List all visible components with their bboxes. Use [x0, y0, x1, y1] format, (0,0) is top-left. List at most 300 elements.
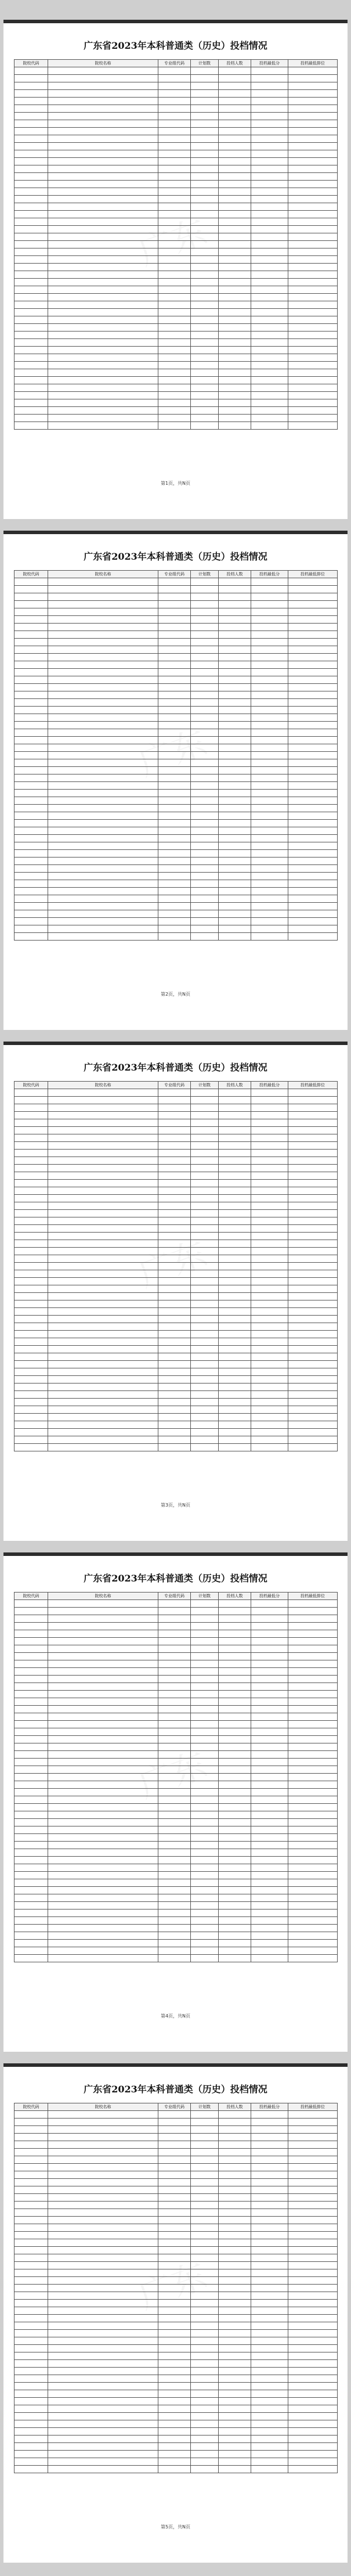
table-cell [251, 150, 288, 158]
table-cell [251, 2337, 288, 2345]
table-cell [288, 933, 338, 941]
table-cell [251, 2126, 288, 2134]
table-cell [48, 624, 158, 631]
table-row [15, 2202, 338, 2209]
table-cell [251, 203, 288, 211]
table-cell [15, 2360, 48, 2368]
table-cell [158, 1842, 191, 1849]
table-cell [251, 1300, 288, 1308]
table-cell [15, 1391, 48, 1399]
table-cell [288, 850, 338, 858]
table-cell [251, 654, 288, 661]
table-cell [251, 1361, 288, 1368]
table-cell [288, 384, 338, 392]
table-cell [251, 1338, 288, 1346]
table-cell [15, 211, 48, 218]
table-cell [158, 752, 191, 759]
table-row [15, 2277, 338, 2285]
table-cell [158, 2111, 191, 2119]
table-cell [219, 1414, 251, 1421]
table-cell [15, 248, 48, 256]
table-cell [251, 880, 288, 888]
table-cell [191, 888, 219, 895]
table-cell [288, 1676, 338, 1683]
table-cell [219, 865, 251, 873]
table-cell [191, 1255, 219, 1263]
table-cell [15, 895, 48, 903]
table-cell [48, 1615, 158, 1623]
table-row [15, 120, 338, 128]
table-cell [191, 1811, 219, 1819]
table-cell [48, 1240, 158, 1248]
table-cell [219, 1872, 251, 1879]
table-cell [288, 135, 338, 143]
table-row [15, 1894, 338, 1902]
table-cell [251, 1857, 288, 1864]
table-cell [219, 2420, 251, 2428]
table-cell [219, 669, 251, 676]
table-cell [288, 347, 338, 354]
table-cell [48, 422, 158, 430]
table-cell [288, 1857, 338, 1864]
table-cell [158, 578, 191, 586]
table-cell [15, 2292, 48, 2300]
table-cell [158, 354, 191, 362]
table-cell [191, 1414, 219, 1421]
table-cell [251, 90, 288, 98]
table-cell [251, 676, 288, 684]
table-cell [251, 233, 288, 241]
table-cell [15, 1638, 48, 1645]
table-row [15, 271, 338, 279]
table-cell [191, 2458, 219, 2466]
table-cell [15, 1210, 48, 1217]
table-cell [288, 113, 338, 120]
table-cell [251, 1165, 288, 1172]
table-cell [191, 1127, 219, 1134]
table-cell [288, 2269, 338, 2277]
table-cell [251, 805, 288, 812]
table-cell [251, 1210, 288, 1217]
table-cell [48, 2119, 158, 2126]
table-row [15, 128, 338, 135]
table-cell [251, 1940, 288, 1947]
table-cell [219, 1300, 251, 1308]
table-cell [15, 646, 48, 654]
table-cell [251, 2330, 288, 2337]
table-cell [48, 1195, 158, 1202]
table-cell [219, 2345, 251, 2352]
table-row [15, 729, 338, 737]
table-cell [251, 714, 288, 722]
table-cell [158, 2413, 191, 2420]
table-row [15, 669, 338, 676]
table-cell [251, 608, 288, 616]
table-cell [288, 1255, 338, 1263]
table-cell [191, 2186, 219, 2194]
table-cell [251, 1399, 288, 1406]
table-cell [219, 211, 251, 218]
table-cell [251, 646, 288, 654]
table-cell [191, 639, 219, 646]
table-cell [251, 1233, 288, 1240]
table-cell [48, 2413, 158, 2420]
table-cell [288, 256, 338, 264]
table-row [15, 1600, 338, 1608]
table-cell [48, 2443, 158, 2451]
table-cell [48, 1630, 158, 1638]
table-cell [158, 2254, 191, 2262]
table-cell [288, 1864, 338, 1872]
column-header: 投档人数 [219, 2103, 251, 2111]
table-cell [288, 2111, 338, 2119]
table-cell [48, 1910, 158, 1917]
table-cell [251, 586, 288, 593]
table-cell [191, 722, 219, 729]
table-cell [48, 586, 158, 593]
table-cell [158, 608, 191, 616]
table-cell [288, 1759, 338, 1766]
table-cell [251, 774, 288, 782]
table-row [15, 181, 338, 188]
table-cell [251, 2405, 288, 2413]
table-cell [15, 1097, 48, 1104]
table-cell [191, 399, 219, 407]
table-cell [219, 1444, 251, 1451]
table-cell [15, 1615, 48, 1623]
table-cell [288, 842, 338, 850]
table-cell [219, 1097, 251, 1104]
table-cell [158, 639, 191, 646]
table-cell [219, 1600, 251, 1608]
table-cell [251, 256, 288, 264]
table-cell [48, 2217, 158, 2224]
table-cell [48, 699, 158, 707]
table-cell [48, 1774, 158, 1781]
table-row [15, 1089, 338, 1097]
table-cell [158, 2119, 191, 2126]
table-cell [48, 2186, 158, 2194]
table-cell [15, 150, 48, 158]
table-cell [251, 1819, 288, 1826]
table-cell [288, 2171, 338, 2179]
table-cell [158, 2390, 191, 2398]
table-cell [219, 1134, 251, 1142]
table-cell [219, 1187, 251, 1195]
table-cell [219, 233, 251, 241]
table-cell [219, 1195, 251, 1202]
table-cell [219, 2398, 251, 2405]
table-cell [288, 2186, 338, 2194]
table-row [15, 827, 338, 835]
table-cell [191, 339, 219, 347]
table-cell [15, 624, 48, 631]
table-cell [15, 286, 48, 294]
table-cell [288, 1195, 338, 1202]
table-cell [48, 1623, 158, 1630]
table-cell [219, 1811, 251, 1819]
table-cell [288, 158, 338, 165]
table-cell [48, 669, 158, 676]
table-cell [48, 362, 158, 369]
table-cell [288, 2134, 338, 2141]
table-cell [251, 1263, 288, 1270]
table-row [15, 2315, 338, 2322]
table-cell [191, 2352, 219, 2360]
table-cell [158, 601, 191, 608]
table-cell [191, 1864, 219, 1872]
table-row [15, 135, 338, 143]
table-cell [288, 820, 338, 827]
table-row [15, 150, 338, 158]
table-cell [191, 1157, 219, 1165]
table-row [15, 2186, 338, 2194]
table-cell [288, 1399, 338, 1406]
table-cell [48, 1285, 158, 1293]
table-cell [219, 1728, 251, 1736]
table-cell [251, 1789, 288, 1796]
table-row [15, 196, 338, 203]
table-cell [191, 2337, 219, 2345]
table-cell [288, 729, 338, 737]
table-cell [191, 2322, 219, 2330]
table-cell [158, 332, 191, 339]
table-cell [219, 858, 251, 865]
table-cell [48, 1127, 158, 1134]
table-cell [48, 578, 158, 586]
table-cell [251, 2451, 288, 2458]
table-cell [191, 1751, 219, 1759]
table-cell [15, 2428, 48, 2436]
table-cell [288, 264, 338, 271]
table-cell [219, 1743, 251, 1751]
table-cell [219, 684, 251, 691]
table-cell [251, 895, 288, 903]
table-cell [15, 767, 48, 774]
table-row [15, 2458, 338, 2466]
table-cell [15, 2383, 48, 2390]
table-cell [158, 827, 191, 835]
table-cell [219, 1421, 251, 1429]
table-cell [48, 203, 158, 211]
table-row [15, 1368, 338, 1376]
table-row [15, 362, 338, 369]
table-cell [158, 1728, 191, 1736]
table-cell [251, 2179, 288, 2186]
table-cell [191, 2202, 219, 2209]
table-cell [191, 1842, 219, 1849]
table-cell [48, 812, 158, 820]
table-cell [158, 1338, 191, 1346]
table-cell [288, 790, 338, 797]
table-row [15, 1142, 338, 1150]
table-cell [251, 143, 288, 150]
table-cell [48, 880, 158, 888]
table-cell [288, 316, 338, 324]
table-cell [158, 82, 191, 90]
table-cell [191, 1240, 219, 1248]
table-cell [219, 850, 251, 858]
table-cell [288, 399, 338, 407]
table-cell [191, 354, 219, 362]
table-row [15, 624, 338, 631]
table-row [15, 835, 338, 842]
table-cell [288, 1346, 338, 1353]
table-row [15, 1180, 338, 1187]
table-cell [219, 2111, 251, 2119]
table-cell [48, 2171, 158, 2179]
table-cell [15, 707, 48, 714]
admission-table [14, 570, 338, 941]
table-cell [48, 2352, 158, 2360]
table-cell [191, 1872, 219, 1879]
table-cell [158, 1097, 191, 1104]
table-cell [191, 903, 219, 910]
table-cell [48, 2262, 158, 2269]
table-cell [191, 1600, 219, 1608]
table-cell [158, 2315, 191, 2322]
column-header: 计划数 [191, 1593, 219, 1600]
table-cell [15, 135, 48, 143]
table-cell [251, 2285, 288, 2292]
table-cell [251, 2345, 288, 2352]
table-cell [158, 1150, 191, 1157]
table-cell [288, 1384, 338, 1391]
table-cell [288, 624, 338, 631]
table-cell [15, 1293, 48, 1300]
table-cell [158, 1608, 191, 1615]
table-cell [191, 1879, 219, 1887]
table-cell [48, 1376, 158, 1384]
table-cell [219, 593, 251, 601]
table-cell [288, 1849, 338, 1857]
table-cell [15, 1879, 48, 1887]
table-cell [251, 1834, 288, 1842]
table-cell [191, 1766, 219, 1774]
table-cell [48, 2232, 158, 2239]
column-header: 院校名称 [48, 1593, 158, 1600]
table-cell [288, 684, 338, 691]
table-cell [219, 2164, 251, 2171]
table-cell [251, 1172, 288, 1180]
table-cell [219, 1676, 251, 1683]
table-cell [15, 399, 48, 407]
table-cell [251, 933, 288, 941]
table-row [15, 1300, 338, 1308]
table-cell [251, 1278, 288, 1285]
table-cell [251, 2458, 288, 2466]
table-row [15, 1645, 338, 1653]
table-cell [158, 1826, 191, 1834]
table-cell [15, 1429, 48, 1436]
table-cell [158, 1713, 191, 1721]
table-cell [15, 1819, 48, 1826]
table-row [15, 1293, 338, 1300]
table-cell [288, 1630, 338, 1638]
table-cell [288, 1436, 338, 1444]
table-cell [48, 865, 158, 873]
table-cell [288, 1444, 338, 1451]
table-cell [219, 2383, 251, 2390]
table-cell [191, 1165, 219, 1172]
table-cell [219, 1826, 251, 1834]
table-cell [48, 654, 158, 661]
table-cell [288, 1804, 338, 1811]
table-cell [251, 827, 288, 835]
table-cell [191, 2405, 219, 2413]
table-cell [219, 1361, 251, 1368]
table-cell [158, 1630, 191, 1638]
table-cell [288, 354, 338, 362]
table-cell [15, 392, 48, 399]
table-cell [219, 113, 251, 120]
table-cell [191, 714, 219, 722]
table-row [15, 1660, 338, 1668]
table-cell [288, 2443, 338, 2451]
table-cell [251, 1316, 288, 1323]
table-cell [219, 1834, 251, 1842]
table-cell [288, 646, 338, 654]
table-cell [191, 256, 219, 264]
table-cell [191, 1615, 219, 1623]
table-cell [15, 377, 48, 384]
table-cell [15, 75, 48, 82]
table-row [15, 1429, 338, 1436]
table-cell [158, 1308, 191, 1316]
table-cell [251, 309, 288, 316]
table-row [15, 1713, 338, 1721]
table-cell [158, 2352, 191, 2360]
table-cell [158, 1172, 191, 1180]
table-cell [288, 1608, 338, 1615]
table-cell [251, 1766, 288, 1774]
table-cell [251, 1947, 288, 1955]
table-cell [158, 707, 191, 714]
table-cell [48, 1300, 158, 1308]
table-row [15, 895, 338, 903]
table-row [15, 2141, 338, 2149]
table-cell [219, 790, 251, 797]
table-cell [288, 805, 338, 812]
admission-table [14, 59, 338, 430]
table-cell [219, 1429, 251, 1436]
table-cell [15, 1630, 48, 1638]
table-cell [288, 188, 338, 196]
table-cell [15, 812, 48, 820]
table-cell [251, 1917, 288, 1925]
table-cell [191, 578, 219, 586]
table-cell [251, 241, 288, 248]
table-row [15, 2285, 338, 2292]
table-cell [15, 1127, 48, 1134]
table-cell [219, 2149, 251, 2156]
table-cell [48, 128, 158, 135]
table-cell [191, 1819, 219, 1826]
table-cell [48, 1308, 158, 1316]
table-cell [219, 1819, 251, 1826]
table-cell [288, 2405, 338, 2413]
table-cell [48, 1089, 158, 1097]
table-cell [191, 1217, 219, 1225]
table-cell [48, 608, 158, 616]
table-cell [15, 1849, 48, 1857]
table-cell [15, 264, 48, 271]
table-cell [158, 1300, 191, 1308]
table-cell [15, 1172, 48, 1180]
table-row [15, 143, 338, 150]
table-cell [251, 1368, 288, 1376]
table-header-row [15, 1082, 338, 1089]
